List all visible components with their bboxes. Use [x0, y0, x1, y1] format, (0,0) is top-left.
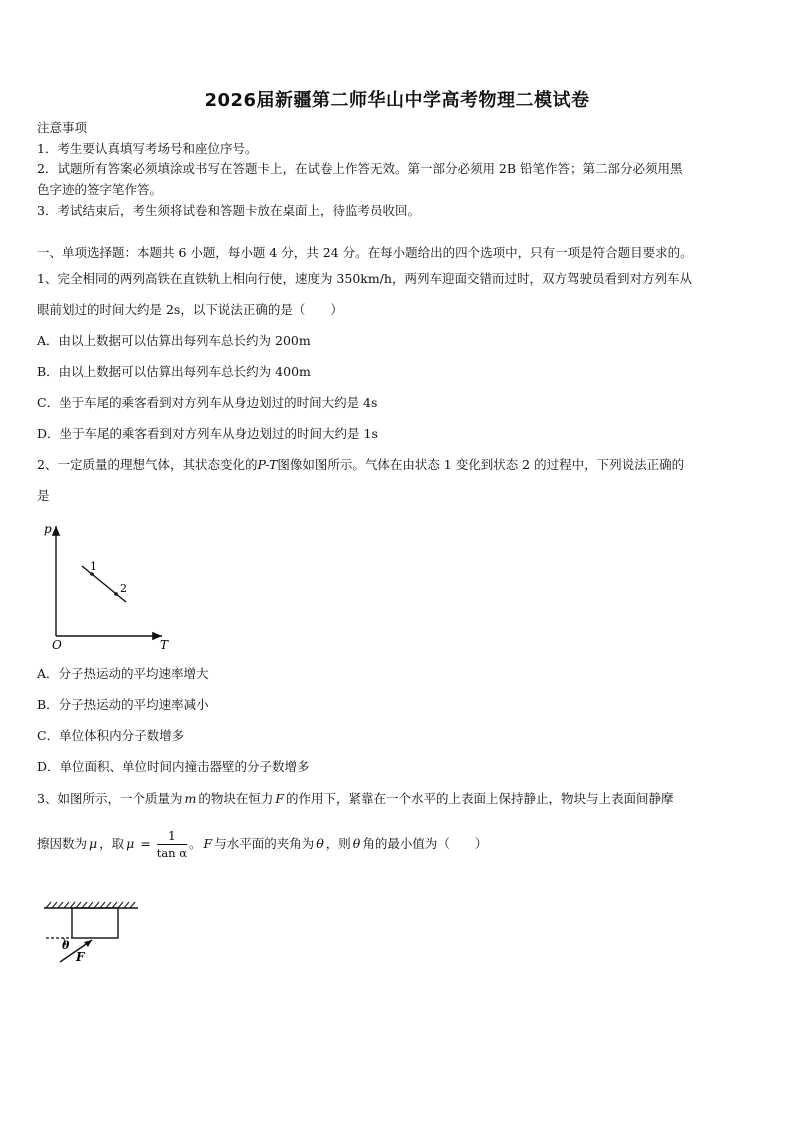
- q2-option-b: B．分子热运动的平均速率减小: [37, 697, 209, 712]
- q2-pt-symbol: P-T: [257, 457, 278, 472]
- q2-stem-text-a: 2、一定质量的理想气体，其状态变化的: [37, 457, 258, 472]
- block: [72, 908, 118, 938]
- q2-option-a: A．分子热运动的平均速率增大: [37, 666, 209, 681]
- q3-text-e: ，则: [325, 836, 351, 851]
- notice-item-3: 3．考试结束后，考生须将试卷和答题卡放在桌面上，待监考员收回。: [37, 203, 420, 218]
- q1-option-a: A．由以上数据可以估算出每列车总长约为 200m: [37, 333, 311, 348]
- mass-symbol: m: [184, 791, 197, 806]
- notice-item-1: 1．考生要认真填写考场号和座位序号。: [37, 141, 258, 156]
- notice-item-2-cont: 色字迹的签字笔作答。: [37, 182, 163, 197]
- force-symbol: F: [275, 791, 285, 806]
- q1-option-d: D．坐于车尾的乘客看到对方列车从身边划过的时间大约是 1s: [37, 426, 378, 441]
- equals-sign: =: [136, 836, 155, 851]
- q1-stem-line1: 1、完全相同的两列高铁在直铁轨上相向行使，速度为 350km/h，两列车迎面交错而过时，双方驾驶员看到对方列车从: [37, 271, 692, 286]
- q2-option-d: D．单位面积、单位时间内撞击器壁的分子数增多: [37, 759, 310, 774]
- theta-label: θ: [62, 939, 70, 952]
- q3-stem-text-a: 3、如图所示，一个质量为: [37, 791, 183, 806]
- q1-option-b: B．由以上数据可以估算出每列车总长约为 400m: [37, 364, 311, 379]
- theta-symbol: θ: [316, 836, 324, 851]
- mu-symbol-2: μ: [126, 836, 135, 851]
- q2-option-c: C．单位体积内分子数增多: [37, 728, 185, 743]
- state-label-1: 1: [90, 560, 97, 573]
- q2-stem-line2: 是: [37, 488, 50, 503]
- q3-text-b: ，取: [99, 836, 125, 851]
- page-title: 2026届新疆第二师华山中学高考物理二模试卷: [204, 90, 590, 111]
- notice-heading: 注意事项: [37, 120, 88, 135]
- section-heading: 一、单项选择题：本题共 6 小题，每小题 4 分，共 24 分。在每小题给出的四个选项中，只有一项是符合题目要求的。: [37, 245, 693, 260]
- q3-text-a: 擦因数为: [37, 836, 88, 851]
- q1-stem-line2: 眼前划过的时间大约是 2s，以下说法正确的是（ ）: [37, 302, 343, 317]
- origin-label: O: [52, 638, 62, 652]
- fraction: [157, 828, 187, 861]
- q2-stem-line1: [37, 456, 759, 474]
- q3-block-diagram: [40, 898, 150, 968]
- q3-stem-text-b: 的物块在恒力: [198, 791, 274, 806]
- q3-stem-line2: [37, 826, 759, 862]
- state-label-2: 2: [120, 582, 127, 595]
- force-label: F: [76, 950, 85, 964]
- mu-symbol: μ: [89, 836, 98, 851]
- q3-text-d: 与水平面的夹角为: [214, 836, 315, 851]
- q1-option-c: C．坐于车尾的乘客看到对方列车从身边划过的时间大约是 4s: [37, 395, 378, 410]
- q3-text-f: 角的最小值为（ ）: [362, 836, 488, 851]
- notice-item-2: 2．试题所有答案必须填涂或书写在答题卡上，在试卷上作答无效。第一部分必须用 2B 铅笔作答；第二部分必须用黑: [37, 161, 683, 176]
- y-axis-label: p: [44, 522, 52, 536]
- q3-stem-line1: [37, 790, 759, 808]
- force-arrowhead: [84, 940, 92, 947]
- q3-text-c: 。: [189, 836, 202, 851]
- fraction-numerator: 1: [157, 828, 187, 845]
- force-symbol-2: F: [203, 836, 213, 851]
- theta-symbol-2: θ: [352, 836, 361, 851]
- q3-stem-text-c: 的作用下，紧靠在一个水平的上表面上保持静止，物块与上表面间静摩: [286, 791, 674, 806]
- x-axis-label: T: [160, 638, 169, 652]
- ceiling-hatch: [46, 902, 135, 908]
- q2-pt-diagram: [40, 518, 180, 656]
- state-point-2: [114, 592, 118, 596]
- fraction-denominator: tan α: [156, 846, 188, 860]
- q2-stem-text-b: 图像如图所示。气体在由状态 1 变化到状态 2 的过程中，下列说法正确的: [277, 457, 685, 472]
